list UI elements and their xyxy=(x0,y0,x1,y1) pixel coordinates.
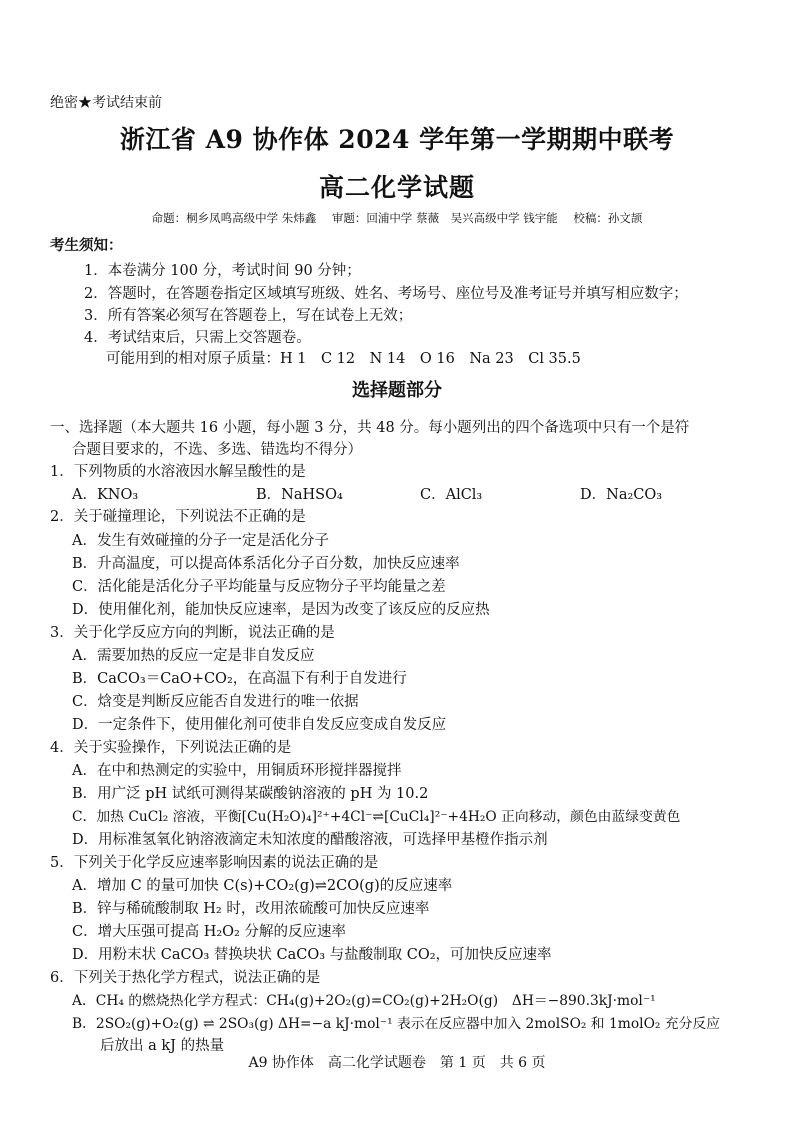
q2-option-c: C．活化能是活化分子平均能量与反应物分子平均能量之差 xyxy=(72,579,446,595)
q5-option-a: A．增加 C 的量可加快 C(s)+CO₂(g)⇌2CO(g)的反应速率 xyxy=(72,878,453,894)
q2-option-a: A．发生有效碰撞的分子一定是活化分子 xyxy=(72,533,329,549)
q2-option-b: B．升高温度，可以提高体系活化分子百分数，加快反应速率 xyxy=(72,556,460,572)
q1-option-d: D．Na₂CO₃ xyxy=(580,487,663,503)
q6-option-b: B．2SO₂(g)+O₂(g) ⇌ 2SO₃(g) ΔH=−a kJ·mol⁻¹ 表示在反应器中加入 2molSO₂ 和 1molO₂ 充分反应 xyxy=(72,1016,720,1032)
credit-author: 命题：桐乡凤鸣高级中学 朱炜鑫 xyxy=(151,211,317,225)
question-stem-1: 1．下列物质的水溶液因水解呈酸性的是 xyxy=(50,464,306,480)
q4-option-c: C．加热 CuCl₂ 溶液，平衡[Cu(H₂O)₄]²⁺+4Cl⁻⇌[CuCl₄]²⁻+4H₂O 正向移动，颜色由蓝绿变黄色 xyxy=(72,809,681,825)
question-stem-6: 6．下列关于热化学方程式，说法正确的是 xyxy=(50,970,321,986)
q6-option-a: A．CH₄ 的燃烧热化学方程式：CH₄(g)+2O₂(g)=CO₂(g)+2H₂O(g) ΔH＝−890.3kJ·mol⁻¹ xyxy=(72,993,656,1009)
credits-line xyxy=(0,210,794,226)
q5-option-b: B．锌与稀硫酸制取 H₂ 时，改用浓硫酸可加快反应速率 xyxy=(72,901,430,917)
notice-heading: 考生须知： xyxy=(50,237,123,254)
credit-proofreader: 校稿：孙文颉 xyxy=(573,211,643,225)
q1-option-a: A．KNO₃ xyxy=(72,487,139,503)
q3-option-d: D．一定条件下，使用催化剂可使非自发反应变成自发反应 xyxy=(72,717,447,733)
q3-option-c: C．焓变是判断反应能否自发进行的唯一依据 xyxy=(72,694,359,710)
page-footer: A9 协作体 高二化学试题卷 第 1 页 共 6 页 xyxy=(248,1055,546,1071)
q4-option-d: D．用标准氢氧化钠溶液滴定未知浓度的醋酸溶液，可选择甲基橙作指示剂 xyxy=(72,832,548,848)
exam-title: 浙江省 A9 协作体 2024 学年第一学期期中联考 xyxy=(119,125,675,154)
notice-item: 1．本卷满分 100 分，考试时间 90 分钟； xyxy=(84,263,361,279)
question-stem-5: 5．下列关于化学反应速率影响因素的说法正确的是 xyxy=(50,855,379,871)
section-intro: 一、选择题（本大题共 16 小题，每小题 3 分，共 48 分。每小题列出的四个备选项中只有一个是符 xyxy=(50,420,690,436)
exam-subtitle: 高二化学试题 xyxy=(318,173,475,202)
notice-item: 2．答题时，在答题卷指定区域填写班级、姓名、考场号、座位号及准考证号并填写相应数字； xyxy=(84,286,688,302)
question-stem-2: 2．关于碰撞理论，下列说法不正确的是 xyxy=(50,509,306,525)
question-stem-4: 4．关于实验操作，下列说法正确的是 xyxy=(50,740,292,756)
atomic-masses: 可能用到的相对原子质量：H 1 C 12 N 14 O 16 Na 23 Cl 35.5 xyxy=(106,351,581,367)
q1-option-b: B．NaHSO₄ xyxy=(256,487,343,503)
notice-item: 4．考试结束后，只需上交答题卷。 xyxy=(84,330,311,346)
q3-option-b: B．CaCO₃＝CaO+CO₂，在高温下有利于自发进行 xyxy=(72,671,407,687)
notice-item: 3．所有答案必须写在答题卷上，写在试卷上无效； xyxy=(84,308,413,324)
section-heading: 选择题部分 xyxy=(352,380,442,401)
q2-option-d: D．使用催化剂，能加快反应速率，是因为改变了该反应的反应热 xyxy=(72,602,490,618)
q1-option-c: C．AlCl₃ xyxy=(420,487,483,503)
section-intro-cont: 合题目要求的，不选、多选、错选均不得分） xyxy=(72,442,362,458)
q6-option-b-cont: 后放出 a kJ 的热量 xyxy=(100,1038,225,1054)
q4-option-a: A．在中和热测定的实验中，用铜质环形搅拌器搅拌 xyxy=(72,763,402,779)
credit-reviewers: 审题：回浦中学 蔡薇 吴兴高级中学 钱宇能 xyxy=(331,211,558,225)
q5-option-c: C．增大压强可提高 H₂O₂ 分解的反应速率 xyxy=(72,924,346,940)
q3-option-a: A．需要加热的反应一定是非自发反应 xyxy=(72,648,315,664)
question-stem-3: 3．关于化学反应方向的判断，说法正确的是 xyxy=(50,625,335,641)
q5-option-d: D．用粉末状 CaCO₃ 替换块状 CaCO₃ 与盐酸制取 CO₂，可加快反应速率 xyxy=(72,947,552,963)
q4-option-b: B．用广泛 pH 试纸可测得某碳酸钠溶液的 pH 为 10.2 xyxy=(72,786,429,802)
confidential-label: 绝密★考试结束前 xyxy=(50,95,162,111)
